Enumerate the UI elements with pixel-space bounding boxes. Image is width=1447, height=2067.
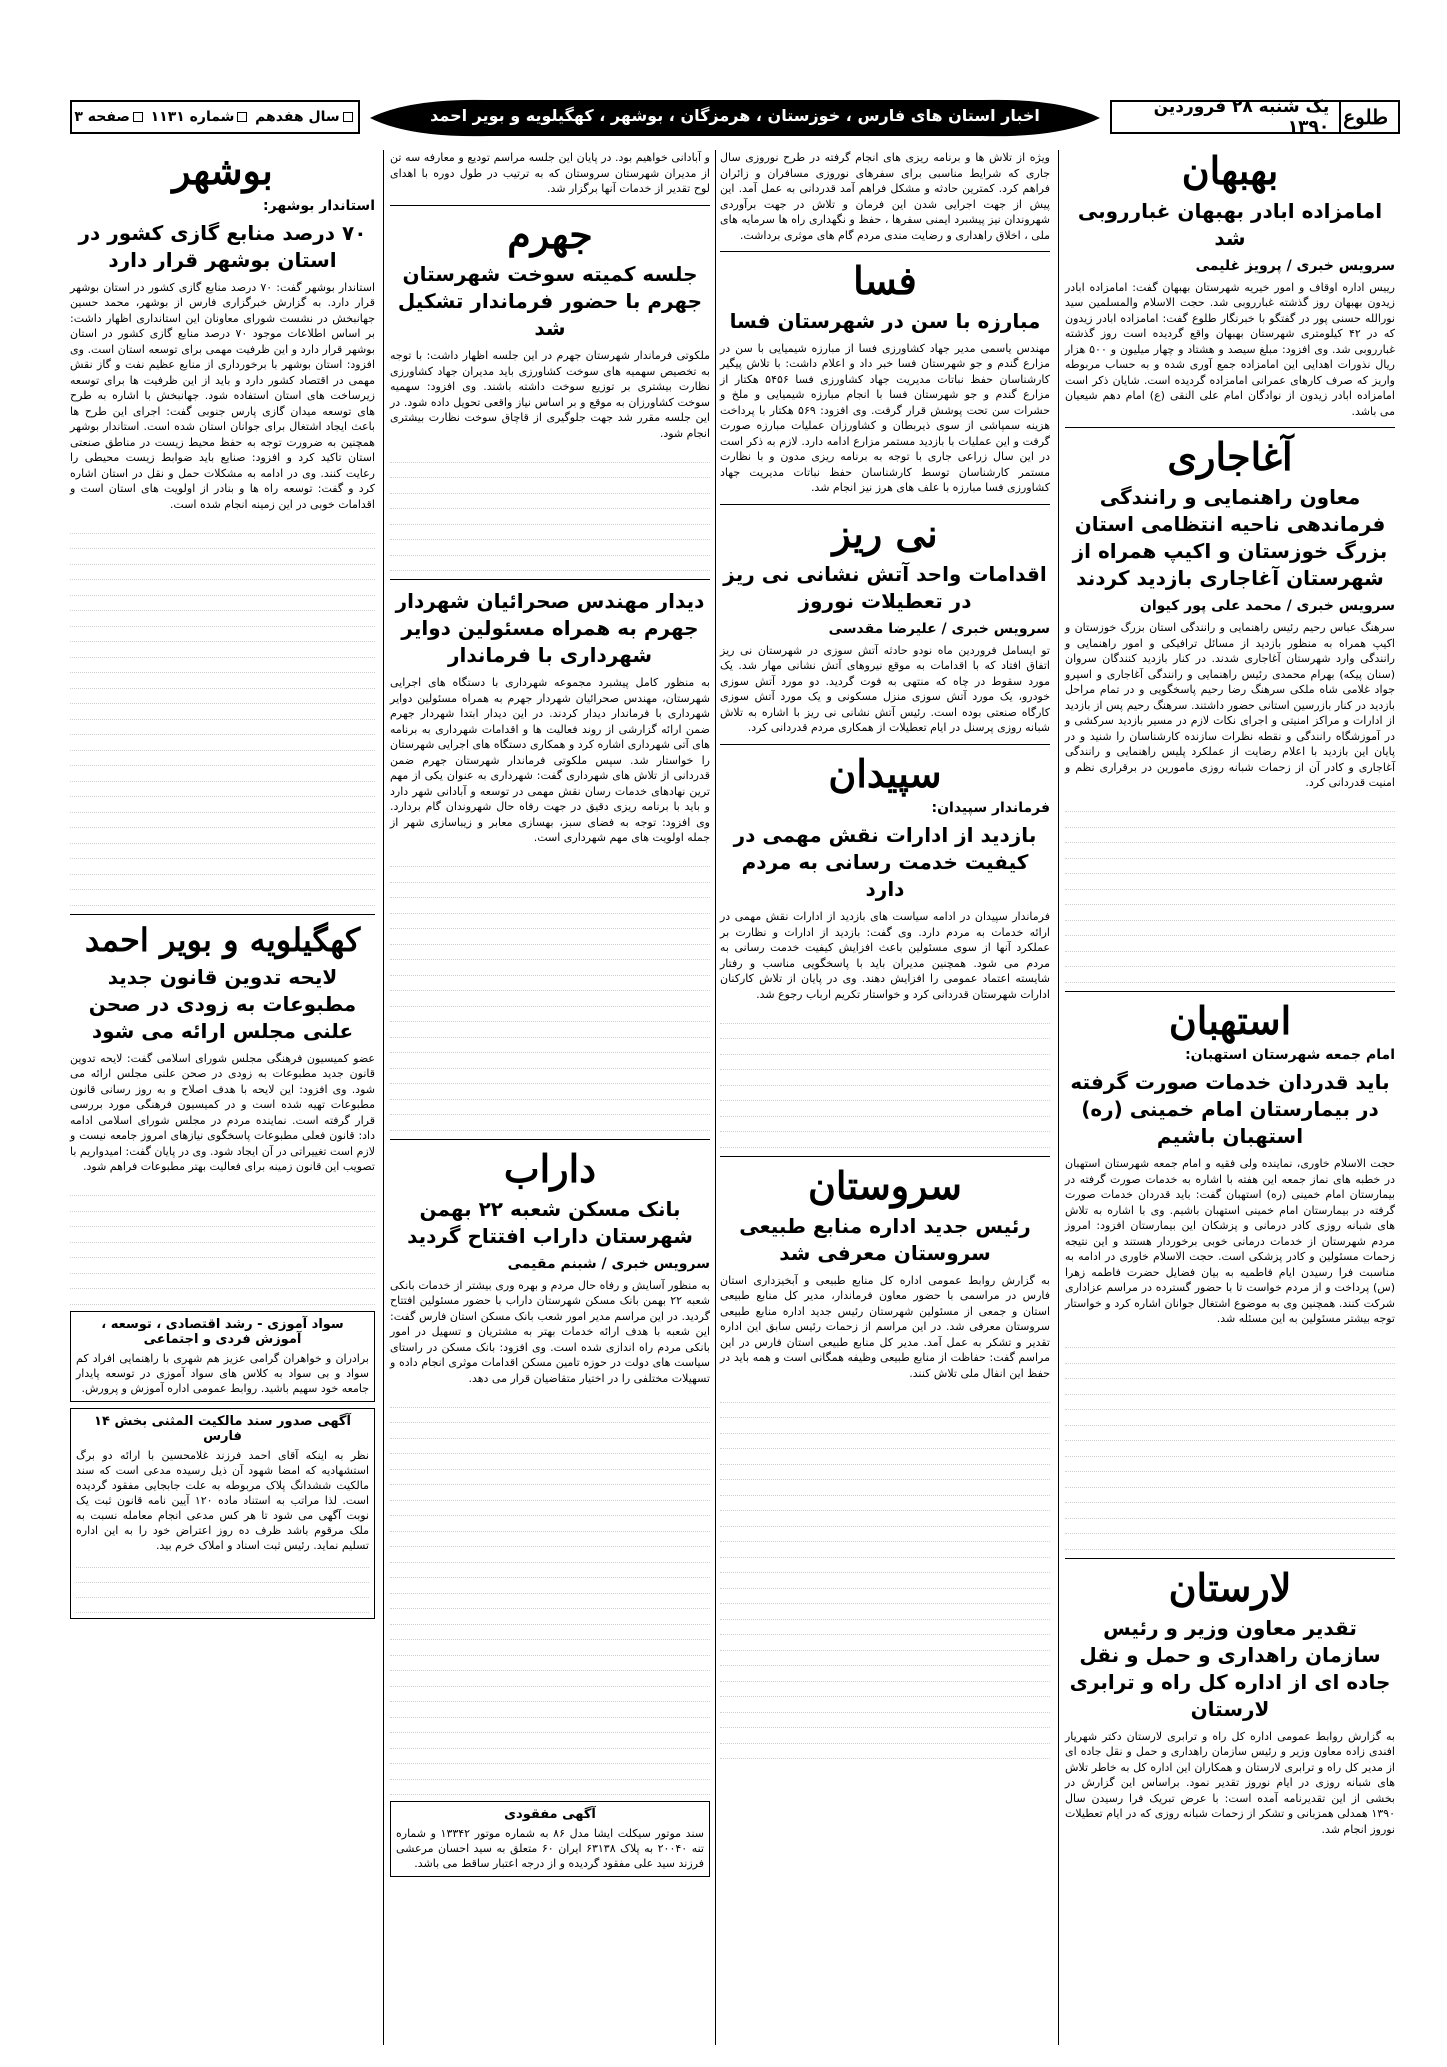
article-body: استاندار بوشهر گفت: ۷۰ درصد منابع گازی کشور در استان بوشهر قرار دارد. به گزارش خبرگزاری فارس از بوشهر، محمد حسین جهانبخش در نشست شورای معاونان این استانداری اظهار داشت: بر اساس اطلاعات موجود ۷۰ درصد منابع گازی کشور در استان بوشهر قرار دارد و این ظرفیت مهمی برای توسعه استان است. وی افزود: استان بوشهر با برخورداری از منابع عظیم نفت و گاز نقش مهمی در اقتصاد کشور دارد و باید از این ظرفیت ها برای توسعه زیرساخت های استان استفاده شود. جهانبخش با اشاره به طرح های توسعه میدان گازی پارس جنوبی گفت: اجرای این طرح ها باعث ایجاد اشتغال برای جوانان استان شده است. استاندار بوشهر همچنین به ضرورت توجه به حفظ محیط زیست در مناطق صنعتی استان تاکید کرد و افزود: صنایع باید ضوابط زیست محیطی را رعایت کنند. وی در ادامه به مشکلات حمل و نقل در استان اشاره کرد و گفت: توسعه راه ها و بنادر از اولویت های استان است و اقدامات خوبی در این زمینه انجام شده است. — [70, 280, 376, 511]
ad-body: برادران و خواهران گرامی عزیز هم شهری با راهنمایی افراد کم سواد و بی سواد به کلاس های سواد آموزی در توسعه پایدار جامعه خود سهیم باشید. روابط عمومی اداره آموزش و پرورش. — [76, 1351, 369, 1395]
byline: امام جمعه شهرستان استهبان: — [1185, 1047, 1395, 1064]
article-body: عضو کمیسیون فرهنگی مجلس شورای اسلامی گفت: لایحه تدوین قانون جدید مطبوعات به زودی در صحن علنی مجلس ارائه می شود. وی افزود: این لایحه با هدف اصلاح و به روز رسانی قانون مطبوعات تهیه شده است و در کمیسیون فرهنگی مورد بررسی قرار گرفته است. نماینده مردم در مجلس شورای اسلامی ادامه داد: قانون فعلی مطبوعات پاسخگوی نیازهای امروز جامعه نیست و لازم است تغییراتی در آن ایجاد شود. وی در پایان گفت: امیدواریم با تصویب این قانون زمینه برای فعالیت بهتر مطبوعات فراهم شود. — [70, 1051, 375, 1174]
lost-document-ad — [390, 1801, 710, 1877]
region-title: آغاجاری — [1167, 434, 1293, 480]
square-bullet-icon — [133, 112, 143, 122]
article-body: حجت الاسلام خاوری، نماینده ولی فقیه و امام جمعه شهرستان استهبان در خطبه های نماز جمعه این هفته با اشاره به خدمات صورت گرفته در بیمارستان امام خمینی (ره) استهبان گفت: باید قدردان خدمات صورت گرفته در بیمارستان امام خمینی استهبان باشیم. وی با اشاره به تلاش های شبانه روزی کادر درمانی و پزشکان این بیمارستان افزود: امروز مردم شهرستان از خدمات درمانی خوبی برخوردار هستند و این نتیجه زحمات مسئولین و کادر پزشکی است. حجت الاسلام خاوری در ادامه به مناسبت فرا رسیدن ایام فاطمیه به بیان فضایل حضرت فاطمه زهرا (س) پرداخت و از مردم خواست تا با حضور گسترده در مراسم عزاداری شرکت کنند. همچنین وی به موضوع اشتغال جوانان اشاره کرد و خواستار توجه بیشتر مسئولین به این مسئله شد. — [1065, 1157, 1395, 1326]
region-title: فسا — [853, 258, 917, 303]
masthead-issue-box — [70, 100, 360, 134]
headline: بازدید از ادارات نقش مهمی در کیفیت خدمت رسانی به مردم دارد — [733, 823, 1037, 902]
square-bullet-icon — [343, 112, 353, 122]
region-title: کهگیلویه و بویر احمد — [84, 920, 361, 959]
ad-title: سواد آموزی - رشد اقتصادی ، توسعه ، آموزش فردی و اجتماعی — [101, 1316, 344, 1347]
byline: سرویس خبری / محمد علی پور کیوان — [1139, 598, 1395, 615]
article-body: فرماندار سپیدان در ادامه سیاست های بازدید از ادارات نقش مهمی در ارائه خدمات به مردم دارد. وی گفت: بازدید از ادارات و نظارت بر عملکرد آنها از سوی مسئولین باعث افزایش کیفیت خدمت رسانی به مردم می شود. همچنین مدیران باید با پاسخگویی مناسب و رفتار شایسته اعتماد عمومی را افزایش دهند. وی در پایان از تلاش کارکنان ادارات شهرستان قدردانی کرد و خواستار تکریم ارباب رجوع شد. — [720, 910, 1050, 1001]
literacy-ad — [70, 1311, 375, 1402]
divider — [70, 914, 375, 915]
headline: دیدار مهندس صحرائیان شهردار جهرم به همراه مسئولین دوایر شهرداری با فرماندار — [395, 589, 705, 668]
article-body-continued: و آبادانی خواهیم بود. در پایان این جلسه مراسم تودیع و معارفه سه تن از مدیران شهرستان سروستان که به ترتیب در طول دوره با اهدای لوح تقدیر از خدمات آنها برگزار شد. — [390, 151, 710, 195]
divider — [720, 504, 1050, 505]
article-body: به منظور کامل پیشبرد مجموعه شهرداری با دستگاه های اجرایی شهرستان، مهندس صحرائیان شهردار جهرم به همراه مسئولین دوایر شهرداری با فرماندار دیدار کردند. در این دیدار ابتدا شهردار جهرم ضمن ارائه گزارشی از روند فعالیت ها و اقدامات شهرداری به برنامه های آتی شهرداری اشاره کرد و همکاری دستگاه های اجرایی شهرستان را خواستار شد. سپس ملکوتی فرماندار شهرستان جهرم ضمن قدردانی از تلاش های شهرداری گفت: شهرداری به عنوان یکی از مهم ترین نهادهای خدمات رسان نقش مهمی در توسعه و آبادانی شهر دارد و باید با برنامه ریزی دقیق در جهت رفاه حال شهروندان گام بردارد. وی افزود: توجه به فضای سبز، بهسازی معابر و زیباسازی شهر از جمله اولویت های مهم شهرداری است. — [390, 676, 710, 845]
region-title: سپیدان — [828, 750, 942, 796]
text-lines — [390, 852, 710, 1131]
column-divider — [383, 150, 384, 2045]
divider — [1065, 1558, 1395, 1559]
column-divider — [715, 150, 716, 2045]
column-2 — [720, 150, 1050, 1759]
banner-title: اخبار استان های فارس ، خوزستان ، هرمزگان ، بوشهر ، کهگیلویه و بویر احمد — [430, 106, 1040, 125]
masthead — [70, 96, 1400, 140]
article-body: به گزارش روابط عمومی اداره کل منابع طبیعی و آبخیزداری استان فارس در مراسمی با حضور معاون فرماندار، مدیر کل منابع طبیعی استان و جمعی از مسئولین شهرستان رئیس جدید اداره منابع طبیعی سروستان معرفی شد. در این مراسم از زحمات رئیس سابق این اداره تقدیر و تشکر به عمل آمد. مدیر کل منابع طبیعی استان فارس در این مراسم گفت: حفاظت از منابع طبیعی وظیفه همگانی است و همه باید در حفظ این انفال ملی تلاش کنند. — [720, 1273, 1050, 1380]
headline: جلسه کمیته سوخت شهرستان جهرم با حضور فرماندار تشکیل شد — [397, 262, 703, 341]
headline: لایحه تدوین قانون جدید مطبوعات به زودی در صحن علنی مجلس ارائه می شود — [88, 964, 357, 1043]
article-body: رییس اداره اوقاف و امور خیریه شهرستان بهبهان گفت: امامزاده ابادر زیدون بهبهان روز گذشته غبارروبی شد. حجت الاسلام والمسلمین سید نورالله حسنی پور در گفتگو با خبرنگار طلوع گفت: امامزاده ابادر زیدون که در ۴۲ کیلومتری شهرستان بهبهان واقع گردیده است روز گذشته غبارروبی شد. وی افزود: مبلغ سیصد و هشتاد و چهار میلیون و ۵۰۰ هزار ریال نذورات اهدایی این امامزاده جمع آوری شده و به حساب مربوطه واریز که صرف کارهای عمرانی امامزاده گردیده است. شایان ذکر است امامزاده ابادر زیدون از نوادگان امام علی النقی (ع) امام دهم شیعیان می باشد. — [1065, 280, 1395, 418]
text-lines — [70, 518, 375, 906]
byline: سرویس خبری / علیرضا مقدسی — [828, 620, 1050, 637]
headline: مبارزه با سن در شهرستان فسا — [729, 308, 1041, 333]
article-neyriz — [720, 510, 1050, 736]
ad-title: آگهی صدور سند مالکیت المثنی بخش ۱۴ فارس — [94, 1413, 351, 1444]
text-lines — [720, 1008, 1050, 1148]
region-title: بوشهر — [172, 148, 273, 193]
text-lines — [390, 447, 710, 571]
article-fasa — [720, 260, 1050, 496]
text-lines — [720, 1387, 1050, 1759]
article-darab — [390, 1145, 710, 1795]
divider — [1065, 991, 1395, 992]
ad-body: سند موتور سیکلت ایشا مدل ۸۶ به شماره موتور ۱۳۳۴۲ و شماره تنه ۲۰۰۴۰ به پلاک ۶۳۱۳۸ ایران ۶۰ متعلق به سید احسان مرعشی فرزند سید علی مفقود گردیده و از درجه اعتبار ساقط می باشد. — [396, 1827, 704, 1871]
region-title: سروستان — [808, 1162, 962, 1208]
article-sepidan — [720, 750, 1050, 1148]
article-bushehr — [70, 150, 375, 906]
property-deed-ad — [70, 1408, 375, 1619]
article-estahban — [1065, 997, 1395, 1550]
region-title: استهبان — [1168, 997, 1292, 1043]
divider — [720, 744, 1050, 745]
byline: استاندار بوشهر: — [263, 197, 375, 214]
square-bullet-icon — [237, 112, 247, 122]
volume-year: سال هفدهم — [255, 109, 356, 125]
article-kohgiluyeh — [70, 920, 375, 1305]
headline: بانک مسکن شعبه ۲۲ بهمن شهرستان داراب افتتاح گردید — [407, 1196, 693, 1248]
article-aghajari — [1065, 436, 1395, 982]
divider — [390, 579, 710, 580]
region-title: لارستان — [1168, 1564, 1292, 1610]
column-4 — [70, 150, 375, 1619]
divider — [720, 1156, 1050, 1157]
column-1 — [1065, 150, 1395, 1843]
headline: ۷۰ درصد منابع گازی کشور در استان بوشهر قرار دارد — [78, 220, 367, 272]
article-behbahan — [1065, 150, 1395, 419]
ad-body: نظر به اینکه آقای احمد فرزند غلامحسین با ارائه دو برگ استشهادیه که امضا شهود آن ذیل رسیده مدعی است که سند مالکیت ششدانگ پلاک مربوطه به علت جابجایی مفقود گردیده است. لذا مراتب به استناد ماده ۱۲۰ آیین نامه قانون ثبت یک نوبت آگهی می شود تا هر کس مدعی انجام معامله نسبت به ملک مرقوم باشد ظرف ده روز اعتراض خود را به این اداره تسلیم نماید. رئیس ثبت اسناد و املاک خرم بید. — [76, 1448, 369, 1552]
article-body-continued: ویژه از تلاش ها و برنامه ریزی های انجام گرفته در طرح نوروزی سال جاری که شرایط مناسبی برای سفرهای نوروزی مسافران و زائران فراهم کرد. کمترین حادثه و مشکل فراهم آمد قدردانی به عمل آمد. این پیش از جهت اجرایی شدن این فرمان و تلاش در جهت برآوردی شهروندان نیز پیشبرد ایمنی سفرها ، حفظ و نگهداری راه ها سرمایه های ملی ، اخلاق راهداری و رضایت مندی مردم گام های موثری برداشت. — [720, 151, 1050, 242]
article-sarvestan — [720, 1162, 1050, 1759]
article-body: ملکوتی فرماندار شهرستان جهرم در این جلسه اظهار داشت: با توجه به تخصیص سهمیه های سوخت کشاورزی باید مدیران جهاد کشاورزی نظارت بیشتری بر توزیع سوخت داشته باشند. وی افزود: سهمیه سوخت کشاورزان به موقع و بر اساس نیاز واقعی تحویل داده شود. در این جلسه مقرر شد جهت جلوگیری از قاچاق سوخت نظارت بیشتری انجام شود. — [390, 349, 710, 440]
text-lines — [76, 1553, 369, 1613]
article-jahrom — [390, 211, 710, 572]
column-divider — [1058, 150, 1059, 2045]
divider — [1065, 427, 1395, 428]
article-body: تو ایسامل فروردین ماه نودو حادثه آتش سوزی در شهرستان نی ریز اتفاق افتاد که با اقدامات به موقع نیروهای آتش نشانی مهار شد. یک مورد سقوط در چاه که منتهی به فوت گردید. دو مورد آتش سوزی خودرو، یک مورد آتش سوزی منزل مسکونی و یک مورد آتش سوزی کارگاه صنعتی بوده است. رئیس آتش نشانی نی ریز با اشاره به تلاش شبانه روزی پرسنل در ایام تعطیلات از همکاری مردم قدردانی کرد. — [720, 643, 1050, 735]
headline: اقدامات واحد آتش نشانی نی ریز در تعطیلات نوروز — [723, 561, 1047, 613]
text-lines — [1065, 1333, 1395, 1550]
headline: امامزاده ابادر بهبهان غبارروبی شد — [1077, 198, 1383, 250]
issue-date: یک شنبه ۲۸ فروردین ۱۳۹۰ — [1153, 97, 1330, 137]
byline: سرویس خبری / شبنم مقیمی — [507, 1255, 710, 1272]
headline: تقدیر معاون وزیر و رئیس سازمان راهداری و حمل و نقل جاده ای از اداره کل راه و ترابری لارستان — [1069, 1615, 1391, 1721]
ad-title: آگهی مفقودی — [504, 1807, 596, 1823]
issue-number: شماره ۱۱۳۱ — [151, 109, 251, 125]
divider — [390, 1139, 710, 1140]
headline: رئیس جدید اداره منابع طبیعی سروستان معرفی شد — [739, 1213, 1031, 1265]
article-jahrom-mayor — [390, 588, 710, 1131]
divider — [390, 205, 710, 206]
region-title: نی ریز — [832, 510, 938, 556]
region-title: داراب — [503, 1145, 597, 1191]
newspaper-logo: طلوع — [1339, 100, 1390, 134]
section-banner — [370, 96, 1100, 140]
page-number: صفحه ۳ — [74, 109, 146, 125]
region-title: بهبهان — [1181, 148, 1279, 193]
article-body: سرهنگ عباس رحیم رئیس راهنمایی و رانندگی استان بزرگ خوزستان و اکیپ همراه به منظور بازدید از مسائل ترافیکی و امور راهنمایی و رانندگی وارد شهرستان آغاجاری شدند. در کنار بازدید کنندگان سروان (سنان پیکه) بهرام محمدی رئیس راهنمایی و رانندگی آغاجاری و اسپرو جواد غلامی شاه ملکی سرهنگ رضا رحیم پاسخگویی و در تمام مراحل بازدید در کنار بازرسین استانی حضور داشتند. سرهنگ رحیم پس از بازدید از ادارات و مراکز امنیتی و اجرای نکات لازم در مسیر بازدید سرکشی و در آموزشگاه رانندگی و نقطه نظرات سازنده کارشناسان را شنید و در پایان این بازدید با اعلام رضایت از عملکرد پلیس راهنمایی و رانندگی آغاجاری و کادر آن از زحمات شبانه روزی مامورین در برقراری نظم و امنیت قدردانی کرد. — [1065, 621, 1395, 790]
article-body: مهندس یاسمی مدیر جهاد کشاورزی فسا از مبارزه شیمیایی با سن در مزارع گندم و جو شهرستان فسا خبر داد و اعلام داشت: با تلاش پیگیر کارشناسان حفظ نباتات مدیریت جهاد کشاورزی فسا ۵۴۵۶ هکتار از مزارع گندم و جو شهرستان فسا با انجام مبارزه شیمیایی و ملخ و حشرات سن تحت پوشش قرار گرفت. وی افزود: ۵۶۹ هکتار با پرداخت هزینه سمپاشی از سوی ذیربطان و کشاورزان عملیات مبارزه صورت گرفت و این عملیات با بازدید مستمر مزارع ادامه دارد. لازم به ذکر است در این سال زراعی جاری با توجه به برنامه ریزی مدون و با نظارت مستمر کارشناسان توسط کارشناسان حفظ نباتات مدیریت جهاد کشاورزی فسا مبارزه با علف های هرز نیز انجام شد. — [720, 341, 1051, 495]
headline: معاون راهنمایی و رانندگی فرماندهی ناحیه انتظامی استان بزرگ خوزستان و اکیپ همراه از شهرستان آغاجاری بازدید کردند — [1072, 485, 1388, 591]
article-body: به منظور آسایش و رفاه حال مردم و بهره وری بیشتر از خدمات بانکی شعبه ۲۲ بهمن بانک مسکن شهرستان داراب با حضور مسئولین افتتاح گردید. در این مراسم مدیر امور شعب بانک مسکن استان فارس گفت: این شعبه با هدف ارائه خدمات بهتر به مشتریان و تسهیل در امور بانکی مردم راه اندازی شده است. وی افزود: بانک مسکن در راستای سیاست های دولت در حوزه تامین مسکن اقدامات موثری انجام داده و تسهیلات مختلفی را در اختیار متقاضیان قرار می دهد. — [390, 1278, 710, 1385]
headline: باید قدردان خدمات صورت گرفته در بیمارستان امام خمینی (ره) استهبان باشیم — [1070, 1070, 1390, 1149]
masthead-date-box — [1110, 97, 1400, 137]
column-3 — [390, 150, 710, 1877]
text-lines — [70, 1181, 375, 1305]
text-lines — [1065, 797, 1395, 983]
region-title: جهرم — [507, 211, 593, 257]
article-larestan — [1065, 1564, 1395, 1837]
divider — [720, 251, 1050, 252]
byline: فرماندار سپیدان: — [931, 800, 1050, 817]
article-body: به گزارش روابط عمومی اداره کل راه و ترابری لارستان دکتر شهریار افندی زاده معاون وزیر و رئیس سازمان راهداری و حمل و نقل جاده ای از مدیر کل راه و ترابری لارستان و همکاران این اداره کل به خاطر تلاش های شبانه روزی در ایام نوروز تقدیر نمود. براساس این گزارش در بخشی از این تقدیرنامه آمده است: با عرض تبریک فرا رسیدن سال ۱۳۹۰ همدلی همزبانی و تشکر از زحمات شبانه روزی که در ایام تعطیلات نوروز انجام شد. — [1065, 1729, 1395, 1836]
text-lines — [390, 1392, 710, 1795]
byline: سرویس خبری / پرویز غلیمی — [1195, 257, 1395, 274]
